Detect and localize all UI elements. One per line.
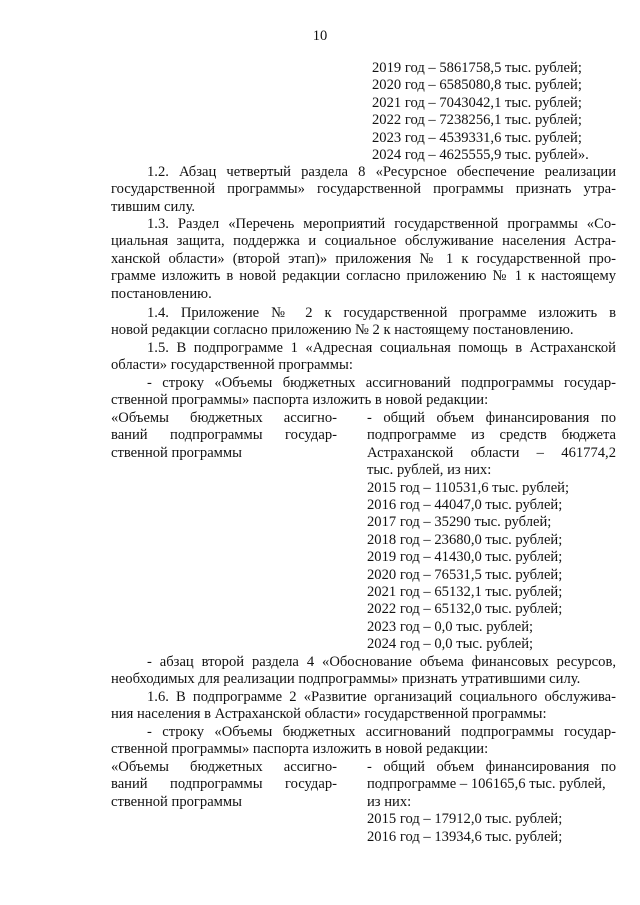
paragraph-1-6: [111, 689, 616, 759]
year-line: 2018 год – 23680,0 тыс. рублей;: [367, 531, 563, 548]
paragraph-line: 1.4. Приложение № 2 к государственной программе изложить в: [147, 305, 616, 321]
paragraph-line: государственной программы» государственной программы признать утра-: [111, 181, 616, 198]
year-line: 2024 год – 0,0 тыс. рублей;: [367, 636, 534, 653]
value-line: из них:: [367, 793, 412, 810]
paragraph-line: новой редакции согласно приложению № 2 к настоящему постановлению.: [111, 322, 574, 339]
paragraph-line: необходимых для реализации подпрограммы» признать утратившими силу.: [111, 671, 581, 688]
label-line: ваний подпрограммы государ-: [111, 427, 337, 444]
year-line: 2017 год – 35290 тыс. рублей;: [367, 514, 552, 531]
value-line: Астраханской области – 461774,2: [367, 444, 616, 461]
value-line: подпрограмме – 106165,6 тыс. рублей,: [367, 776, 606, 793]
year-line: 2019 год – 41430,0 тыс. рублей;: [367, 549, 563, 566]
paragraph-line: - строку «Объемы бюджетных ассигнований подпрограммы государ-: [147, 723, 616, 740]
paragraph-1-2: [111, 164, 616, 216]
passport-value-1: [367, 410, 616, 654]
paragraph-line: - строку «Объемы бюджетных ассигнований подпрограммы государ-: [147, 374, 616, 391]
label-line: ственной программы: [111, 793, 242, 810]
paragraph-line: ственной программы» паспорта изложить в новой редакции:: [111, 392, 489, 409]
paragraph-line: 1.5. В подпрограмме 1 «Адресная социальная помощь в Астраханской: [147, 340, 616, 356]
paragraph-1-3: [111, 216, 616, 303]
value-line: подпрограмме из средств бюджета: [367, 427, 616, 444]
year-line: 2022 год – 65132,0 тыс. рублей;: [367, 601, 563, 618]
year-line: 2022 год – 7238256,1 тыс. рублей;: [372, 112, 582, 129]
paragraph-line: 1.3. Раздел «Перечень мероприятий государственной программы «Со-: [147, 216, 616, 232]
paragraph-line: 1.6. В подпрограмме 2 «Развитие организаций социального обслужива-: [147, 689, 616, 705]
passport-label-1: [111, 410, 337, 462]
year-line: 2021 год – 65132,1 тыс. рублей;: [367, 584, 563, 601]
year-line: 2019 год – 5861758,5 тыс. рублей;: [372, 60, 582, 76]
top-years-list: [372, 60, 589, 164]
passport-label-2: [111, 759, 337, 811]
year-line: 2021 год – 7043042,1 тыс. рублей;: [372, 94, 582, 111]
paragraph-1-4: [111, 305, 616, 340]
paragraph-line: ния населения в Астраханской области» государственной программы:: [111, 706, 547, 723]
paragraph-line: тившим силу.: [111, 198, 196, 215]
paragraph-line: - абзац второй раздела 4 «Обоснование объема финансовых ресурсов,: [147, 654, 616, 670]
value-line: - общий объем финансирования по: [367, 410, 616, 426]
value-line: тыс. рублей, из них:: [367, 462, 492, 479]
paragraph-line: циальная защита, поддержка и социальное обслуживание населения Астра-: [111, 233, 616, 250]
label-line: ваний подпрограммы государ-: [111, 776, 337, 793]
paragraph-line: грамме изложить в новой редакции согласно приложению № 1 к настоящему: [111, 268, 616, 285]
label-line: ственной программы: [111, 444, 242, 461]
label-line: «Объемы бюджетных ассигно-: [111, 759, 337, 775]
value-line: - общий объем финансирования по: [367, 759, 616, 775]
page-number: 10: [312, 28, 328, 44]
year-line: 2023 год – 0,0 тыс. рублей;: [367, 618, 534, 635]
paragraph-1-5: [111, 340, 616, 410]
year-line: 2015 год – 110531,6 тыс. рублей;: [367, 479, 570, 496]
paragraph-line: постановлению.: [111, 285, 212, 302]
label-line: «Объемы бюджетных ассигно-: [111, 410, 337, 426]
paragraph-abzac: [111, 654, 616, 689]
year-line: 2015 год – 17912,0 тыс. рублей;: [367, 811, 563, 828]
paragraph-line: ственной программы» паспорта изложить в новой редакции:: [111, 741, 489, 758]
year-line: 2020 год – 76531,5 тыс. рублей;: [367, 566, 563, 583]
year-line: 2023 год – 4539331,6 тыс. рублей;: [372, 129, 582, 146]
year-line: 2016 год – 13934,6 тыс. рублей;: [367, 828, 563, 845]
paragraph-line: 1.2. Абзац четвертый раздела 8 «Ресурсное обеспечение реализации: [147, 164, 616, 180]
paragraph-line: области» государственной программы:: [111, 357, 353, 374]
year-line: 2024 год – 4625555,9 тыс. рублей».: [372, 147, 589, 164]
passport-value-2: [367, 759, 616, 846]
year-line: 2020 год – 6585080,8 тыс. рублей;: [372, 77, 582, 94]
year-line: 2016 год – 44047,0 тыс. рублей;: [367, 497, 563, 514]
paragraph-line: ханской области» (второй этап)» приложения № 1 к государственной про-: [111, 250, 616, 267]
